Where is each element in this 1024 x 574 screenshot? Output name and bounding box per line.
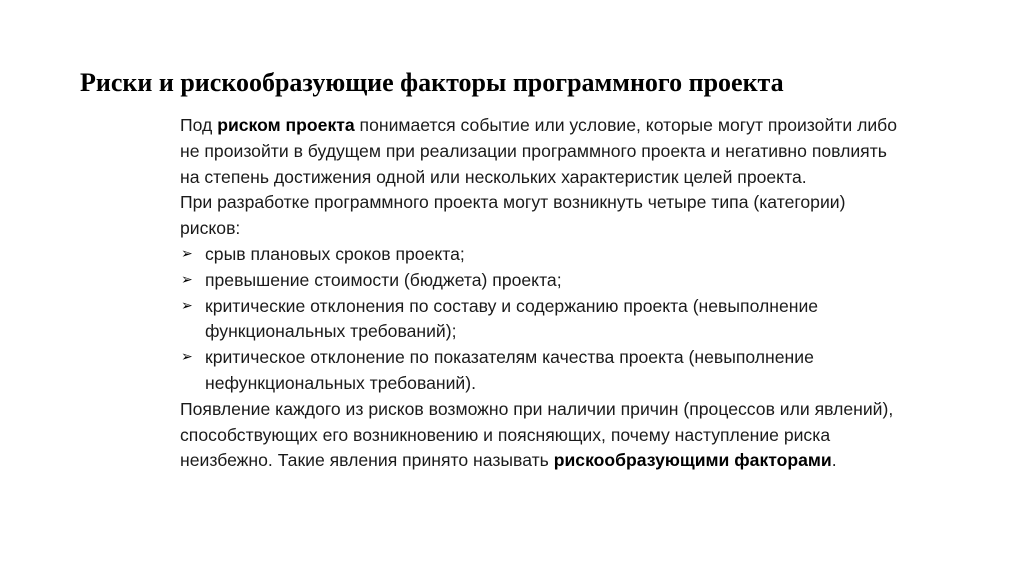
risk-types-list bbox=[180, 242, 900, 397]
term-risk-factors: рискообразующими факторами bbox=[553, 450, 832, 471]
definition-text-after: понимается событие или условие, которые могут произойти либо не произойти в будущем при реализации программного проекта и негативно повлиять на степень достижения одной или нескольких характеристик целей проекта. bbox=[180, 115, 898, 187]
risk-types-intro: При разработке программного проекта могут возникнуть четыре типа (категории) рисков: bbox=[180, 192, 846, 239]
risk-factors-paragraph bbox=[180, 397, 900, 474]
list-item-text: критические отклонения по составу и содержанию проекта (невыполнение функциональных требований); bbox=[205, 295, 819, 342]
definition-paragraph bbox=[180, 113, 900, 190]
definition-text-before: Под bbox=[180, 115, 218, 135]
arrow-bullet-icon: ➢ bbox=[181, 245, 193, 262]
risk-factors-text-after: . bbox=[831, 450, 837, 471]
list-item-text: превышение стоимости (бюджета) проекта; bbox=[205, 269, 562, 290]
term-project-risk: риском проекта bbox=[217, 115, 355, 135]
list-item-text: срыв плановых сроков проекта; bbox=[205, 243, 465, 264]
slide-title: Риски и рискообразующие факторы программного проекта bbox=[80, 68, 784, 97]
risk-factors-text-before: Появление каждого из рисков возможно при наличии причин (процессов или явлений), способствующих его возникновению и поясняющих, почему наступление риска неизбежно. Такие явления принято называть bbox=[180, 398, 894, 471]
slide-body bbox=[180, 113, 900, 474]
list-item bbox=[180, 242, 900, 268]
list-item-text: критическое отклонение по показателям качества проекта (невыполнение нефункциональных требований). bbox=[205, 347, 814, 393]
list-item bbox=[180, 294, 900, 346]
arrow-bullet-icon: ➢ bbox=[181, 297, 193, 314]
list-item bbox=[180, 345, 900, 397]
arrow-bullet-icon: ➢ bbox=[181, 349, 193, 366]
arrow-bullet-icon: ➢ bbox=[181, 271, 193, 288]
list-item bbox=[180, 268, 900, 294]
